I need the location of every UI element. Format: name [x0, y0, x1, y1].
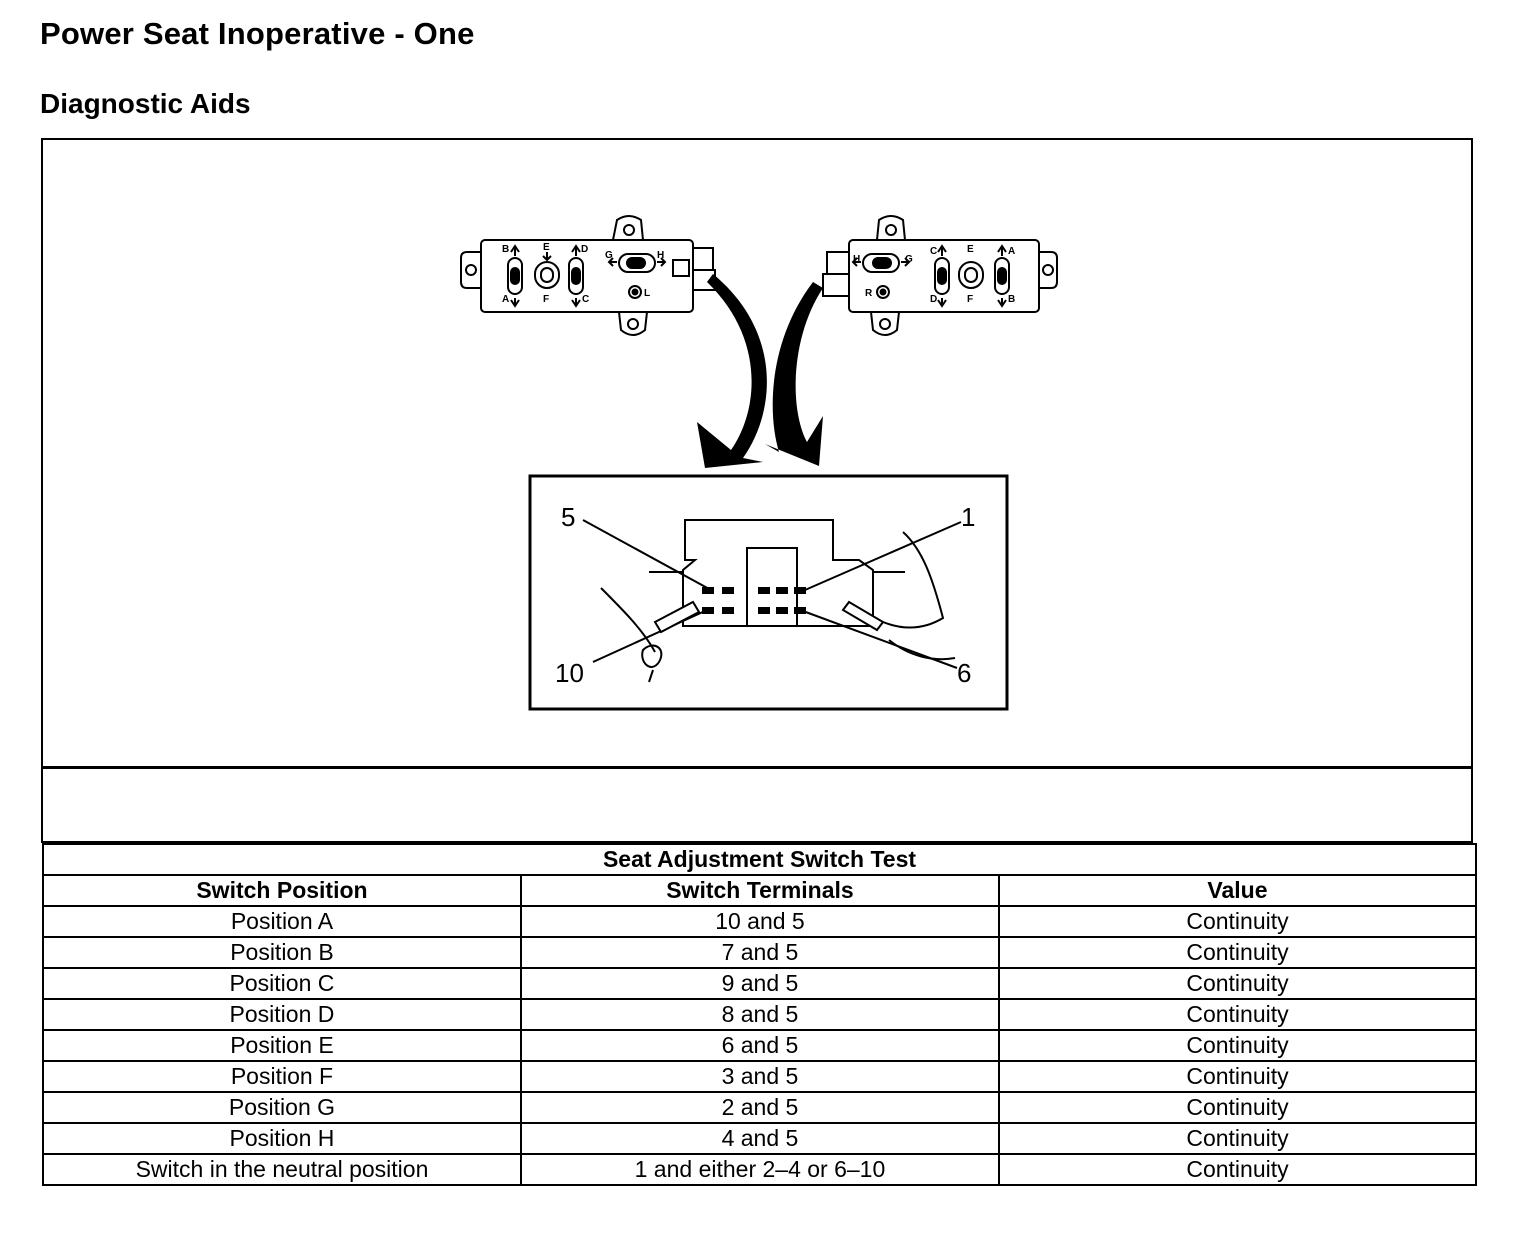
left-arrow-shape [697, 274, 767, 468]
switch-position-cell: Position F [43, 1061, 521, 1092]
table-row [43, 1061, 1476, 1092]
switch-position-cell: Position G [43, 1092, 521, 1123]
left-letter: L [644, 288, 651, 299]
left-letter: D [581, 244, 589, 255]
right-letter: D [930, 294, 938, 305]
switch-terminals-cell: 3 and 5 [521, 1061, 999, 1092]
right-letter: B [1008, 294, 1016, 305]
page-title: Power Seat Inoperative - One [40, 16, 475, 51]
terminal-label-6: 6 [957, 658, 972, 688]
switch-position-cell: Position A [43, 906, 521, 937]
table-row [43, 1030, 1476, 1061]
left-letter: A [502, 294, 510, 305]
right-letter: R [865, 288, 873, 299]
value-cell: Continuity [999, 937, 1476, 968]
table-row [43, 937, 1476, 968]
table-caption-row [43, 844, 1476, 875]
right-letter: C [930, 246, 938, 257]
right-arrow-shape [765, 282, 823, 466]
right-letter: H [853, 254, 861, 265]
value-cell: Continuity [999, 1092, 1476, 1123]
switch-terminals-cell: 4 and 5 [521, 1123, 999, 1154]
figure-caption-area [41, 768, 1473, 843]
value-cell: Continuity [999, 1123, 1476, 1154]
table-header-row [43, 875, 1476, 906]
switch-position-cell: Position B [43, 937, 521, 968]
value-cell: Continuity [999, 968, 1476, 999]
left-letter: E [543, 242, 550, 253]
switch-terminals-cell: 9 and 5 [521, 968, 999, 999]
left-seat-switch [461, 216, 715, 335]
value-cell: Continuity [999, 906, 1476, 937]
switch-position-cell: Position E [43, 1030, 521, 1061]
left-letter: F [543, 294, 550, 305]
table-caption: Seat Adjustment Switch Test [43, 844, 1476, 875]
right-letter: F [967, 294, 974, 305]
switch-terminals-cell: 2 and 5 [521, 1092, 999, 1123]
terminal-label-5: 5 [561, 502, 576, 532]
switch-terminals-cell: 10 and 5 [521, 906, 999, 937]
switch-position-cell: Position H [43, 1123, 521, 1154]
switch-diagram [43, 140, 1473, 768]
value-cell: Continuity [999, 1030, 1476, 1061]
table-row [43, 1154, 1476, 1185]
connector-inset [530, 476, 1007, 709]
table-row [43, 1123, 1476, 1154]
right-letter: G [905, 254, 913, 265]
left-letter: H [657, 250, 665, 261]
right-letter: E [967, 244, 974, 255]
switch-terminals-cell: 1 and either 2–4 or 6–10 [521, 1154, 999, 1185]
switch-position-cell: Position C [43, 968, 521, 999]
switch-terminals-cell: 6 and 5 [521, 1030, 999, 1061]
right-seat-switch [823, 216, 1057, 335]
right-letter: A [1008, 246, 1016, 257]
switch-terminals-cell: 8 and 5 [521, 999, 999, 1030]
terminal-label-10: 10 [555, 658, 584, 688]
switch-position-cell: Switch in the neutral position [43, 1154, 521, 1185]
column-header: Value [999, 875, 1476, 906]
value-cell: Continuity [999, 999, 1476, 1030]
column-header: Switch Terminals [521, 875, 999, 906]
left-letter: G [605, 250, 613, 261]
left-letter: B [502, 244, 510, 255]
table-row [43, 1092, 1476, 1123]
value-cell: Continuity [999, 1061, 1476, 1092]
value-cell: Continuity [999, 1154, 1476, 1185]
table-row [43, 999, 1476, 1030]
diagram-figure [41, 138, 1473, 768]
left-letter: C [582, 294, 590, 305]
table-row [43, 906, 1476, 937]
switch-terminals-cell: 7 and 5 [521, 937, 999, 968]
terminal-label-1: 1 [961, 502, 976, 532]
column-header: Switch Position [43, 875, 521, 906]
section-title: Diagnostic Aids [40, 88, 251, 119]
switch-position-cell: Position D [43, 999, 521, 1030]
switch-test-table [42, 843, 1477, 1186]
table-row [43, 968, 1476, 999]
